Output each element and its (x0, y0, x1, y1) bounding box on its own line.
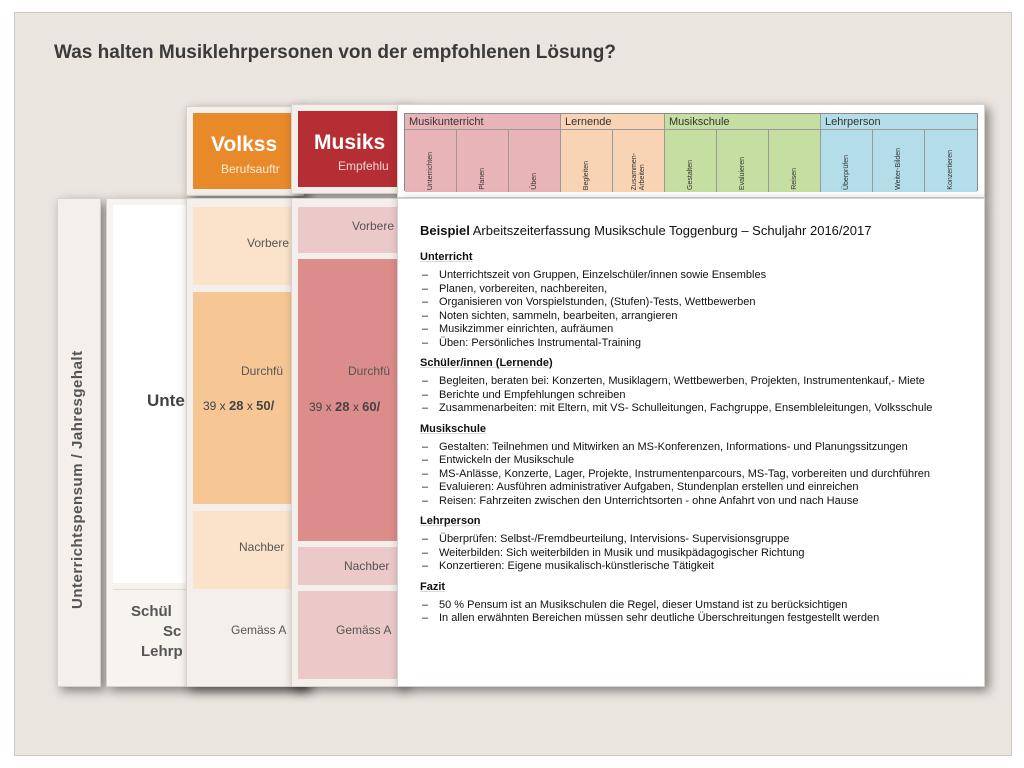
list-item: – MS-Anlässe, Konzerte, Lager, Projekte, Instrumentenparcours, MS-Tag, vorbereiten und durchführen (420, 468, 970, 482)
volksschule-formula-mid: x (243, 399, 257, 413)
section-list-unterricht (420, 269, 970, 350)
list-item: – Planen, vorbereiten, nachbereiten, (420, 283, 970, 297)
list-item: – Musikzimmer einrichten, aufräumen (420, 323, 970, 337)
volksschule-formula-minutes: 50/ (256, 398, 275, 413)
list-item: – Evaluieren: Ausführen administrativer Aufgaben, Stundenplan erstellen und einreichen (420, 481, 970, 495)
list-item: – Konzertieren: Eigene musikalisch-künstlerische Tätigkeit (420, 560, 970, 574)
list-item: – Organisieren von Vorspielstunden, (Stufen)-Tests, Wettbewerben (420, 296, 970, 310)
musikschule-formula-prefix: 39 x (309, 400, 336, 414)
header-lernende: Lernende (561, 114, 665, 130)
musikschule-durchfuehrung-label: Durchfü (348, 364, 391, 378)
volksschule-header-card (186, 106, 304, 196)
volksschule-body-card (186, 198, 304, 687)
section-title-musikschule: Musikschule (420, 422, 487, 435)
section-title-lernende: Schüler/innen (Lernende) (420, 357, 553, 369)
subcol-evaluieren (717, 130, 769, 192)
musikschule-gemaess-label: Gemäss A (336, 623, 392, 637)
subcol-konzertieren (925, 130, 977, 192)
list-item: – Begleiten, beraten bei: Konzerten, Musiklagern, Wettbewerben, Projekten, Instrumentenkauf,- Miete (420, 375, 970, 389)
section-list-fazit (420, 599, 970, 626)
example-card (397, 198, 985, 687)
subcol-label: Reisen (790, 168, 798, 190)
volksschule-formula (203, 398, 274, 413)
musikschule-nachbereitung-block (298, 547, 398, 585)
musikschule-formula-minutes: 60/ (362, 399, 381, 414)
musikschule-vorbereitung-label: Vorbere (352, 219, 395, 233)
musikschule-vorbereitung-block (298, 207, 398, 253)
volksschule-durchfuehrung-block (193, 292, 297, 504)
list-item: – Entwickeln der Musikschule (420, 454, 970, 468)
subcol-label: Gestalten (686, 160, 694, 190)
volksschule-vorbereitung-label: Vorbere (247, 236, 290, 250)
vertical-label: Unterrichtspensum / Jahresgehalt (69, 350, 86, 609)
example-heading-rest: Arbeitszeiterfassung Musikschule Toggenburg – Schuljahr 2016/2017 (469, 223, 872, 238)
volksschule-header-title: Volkss (211, 133, 278, 156)
subcol-weiterbilden (873, 130, 925, 192)
subcol-begleiten (561, 130, 613, 192)
example-heading-bold: Beispiel (420, 223, 470, 238)
subcol-label: Überprüfen (842, 154, 850, 190)
subcol-gestalten (665, 130, 717, 192)
subcol-planen (457, 130, 509, 192)
subcol-label: Evaluieren (738, 156, 746, 190)
volksschule-vorbereitung-block (193, 207, 297, 285)
volksschule-header (193, 113, 297, 189)
musikschule-header-title: Musiks (314, 131, 386, 154)
subcol-ueben (509, 130, 561, 192)
section-list-musikschule (420, 441, 970, 509)
list-item: – Berichte und Empfehlungen schreiben (420, 389, 970, 403)
list-item: – 50 % Pensum ist an Musikschulen die Regel, dieser Umstand ist zu berücksichtigen (420, 599, 970, 613)
musikschule-nachbereitung-label: Nachber (344, 559, 390, 573)
subcol-label: Üben (530, 173, 538, 190)
category-table (404, 113, 978, 191)
header-musikunterricht: Musikunterricht (405, 114, 561, 130)
list-item: – Überprüfen: Selbst-/Fremdbeurteilung, Intervisions- Supervisionsgruppe (420, 533, 970, 547)
musikschule-gemaess-block (298, 591, 398, 679)
example-content (420, 223, 970, 630)
volksschule-gemaess-block (193, 595, 297, 679)
musikschule-formula-lessons: 28 (335, 399, 350, 414)
subcol-unterrichten (405, 130, 457, 192)
subcol-label: Zusammen- Arbeiten (630, 152, 646, 190)
example-heading (420, 223, 970, 238)
subcol-ueberpruefen (821, 130, 873, 192)
subcol-label: Konzertieren (947, 150, 954, 190)
list-item: – Weiterbilden: Sich weiterbilden in Musik und musikpädagogischer Richtung (420, 547, 970, 561)
subcol-zusammenarbeiten (613, 130, 665, 192)
section-list-lernende (420, 375, 970, 416)
base-card-bottom-line2: Sc (163, 623, 182, 640)
section-title-fazit: Fazit (420, 580, 446, 593)
header-lehrperson: Lehrperson (821, 114, 977, 130)
header-musikschule: Musikschule (665, 114, 821, 130)
musikschule-durchfuehrung-block (298, 259, 398, 541)
list-item: – Reisen: Fahrzeiten zwischen den Unterrichtsorten - ohne Anfahrt von und nach Hause (420, 495, 970, 509)
volksschule-formula-lessons: 28 (229, 398, 244, 413)
musikschule-header-card (291, 104, 405, 194)
volksschule-header-subtitle: Berufsauftr (221, 162, 280, 176)
subcol-label: Planen (478, 168, 486, 190)
base-card-bottom-line1: Schül (131, 603, 172, 620)
subcol-label: Unterrichten (426, 151, 434, 190)
musikschule-formula (309, 399, 380, 414)
list-item: – Noten sichten, sammeln, bearbeiten, arrangieren (420, 310, 970, 324)
subcol-label: Weiter-Bilden (894, 148, 902, 190)
list-item: – Zusammenarbeiten: mit Eltern, mit VS- Schulleitungen, Fachgruppe, Ensembleleitungen, Volksschule (420, 402, 970, 416)
slide-title: Was halten Musiklehrpersonen von der empfohlenen Lösung? (54, 42, 616, 63)
volksschule-durchfuehrung-label: Durchfü (241, 364, 284, 378)
list-item: – Gestalten: Teilnehmen und Mitwirken an MS-Konferenzen, Informations- und Planungssitzungen (420, 441, 970, 455)
musikschule-header (298, 111, 398, 187)
subcol-reisen (769, 130, 821, 192)
base-card-unter-text: Unte (147, 391, 185, 410)
base-card-bottom-line3: Lehrp (141, 643, 183, 660)
section-title-unterricht: Unterricht (420, 251, 473, 263)
section-list-lehrperson (420, 533, 970, 574)
category-table-card (397, 104, 985, 198)
volksschule-nachbereitung-label: Nachber (239, 540, 285, 554)
musikschule-header-subtitle: Empfehlu (338, 159, 389, 173)
musikschule-body-card (291, 198, 405, 687)
musikschule-formula-mid: x (349, 400, 363, 414)
vertical-label-card (57, 198, 101, 687)
list-item: – Üben: Persönliches Instrumental-Training (420, 337, 970, 351)
subcol-label: Begleiten (582, 160, 590, 190)
volksschule-gemaess-label: Gemäss A (231, 623, 287, 637)
section-title-lehrperson: Lehrperson (420, 515, 481, 527)
list-item: – Unterrichtszeit von Gruppen, Einzelschüler/innen sowie Ensembles (420, 269, 970, 283)
volksschule-formula-prefix: 39 x (203, 399, 230, 413)
list-item: – In allen erwähnten Bereichen müssen sehr deutliche Überschreitungen festgestellt werden (420, 612, 970, 626)
volksschule-nachbereitung-block (193, 511, 297, 589)
